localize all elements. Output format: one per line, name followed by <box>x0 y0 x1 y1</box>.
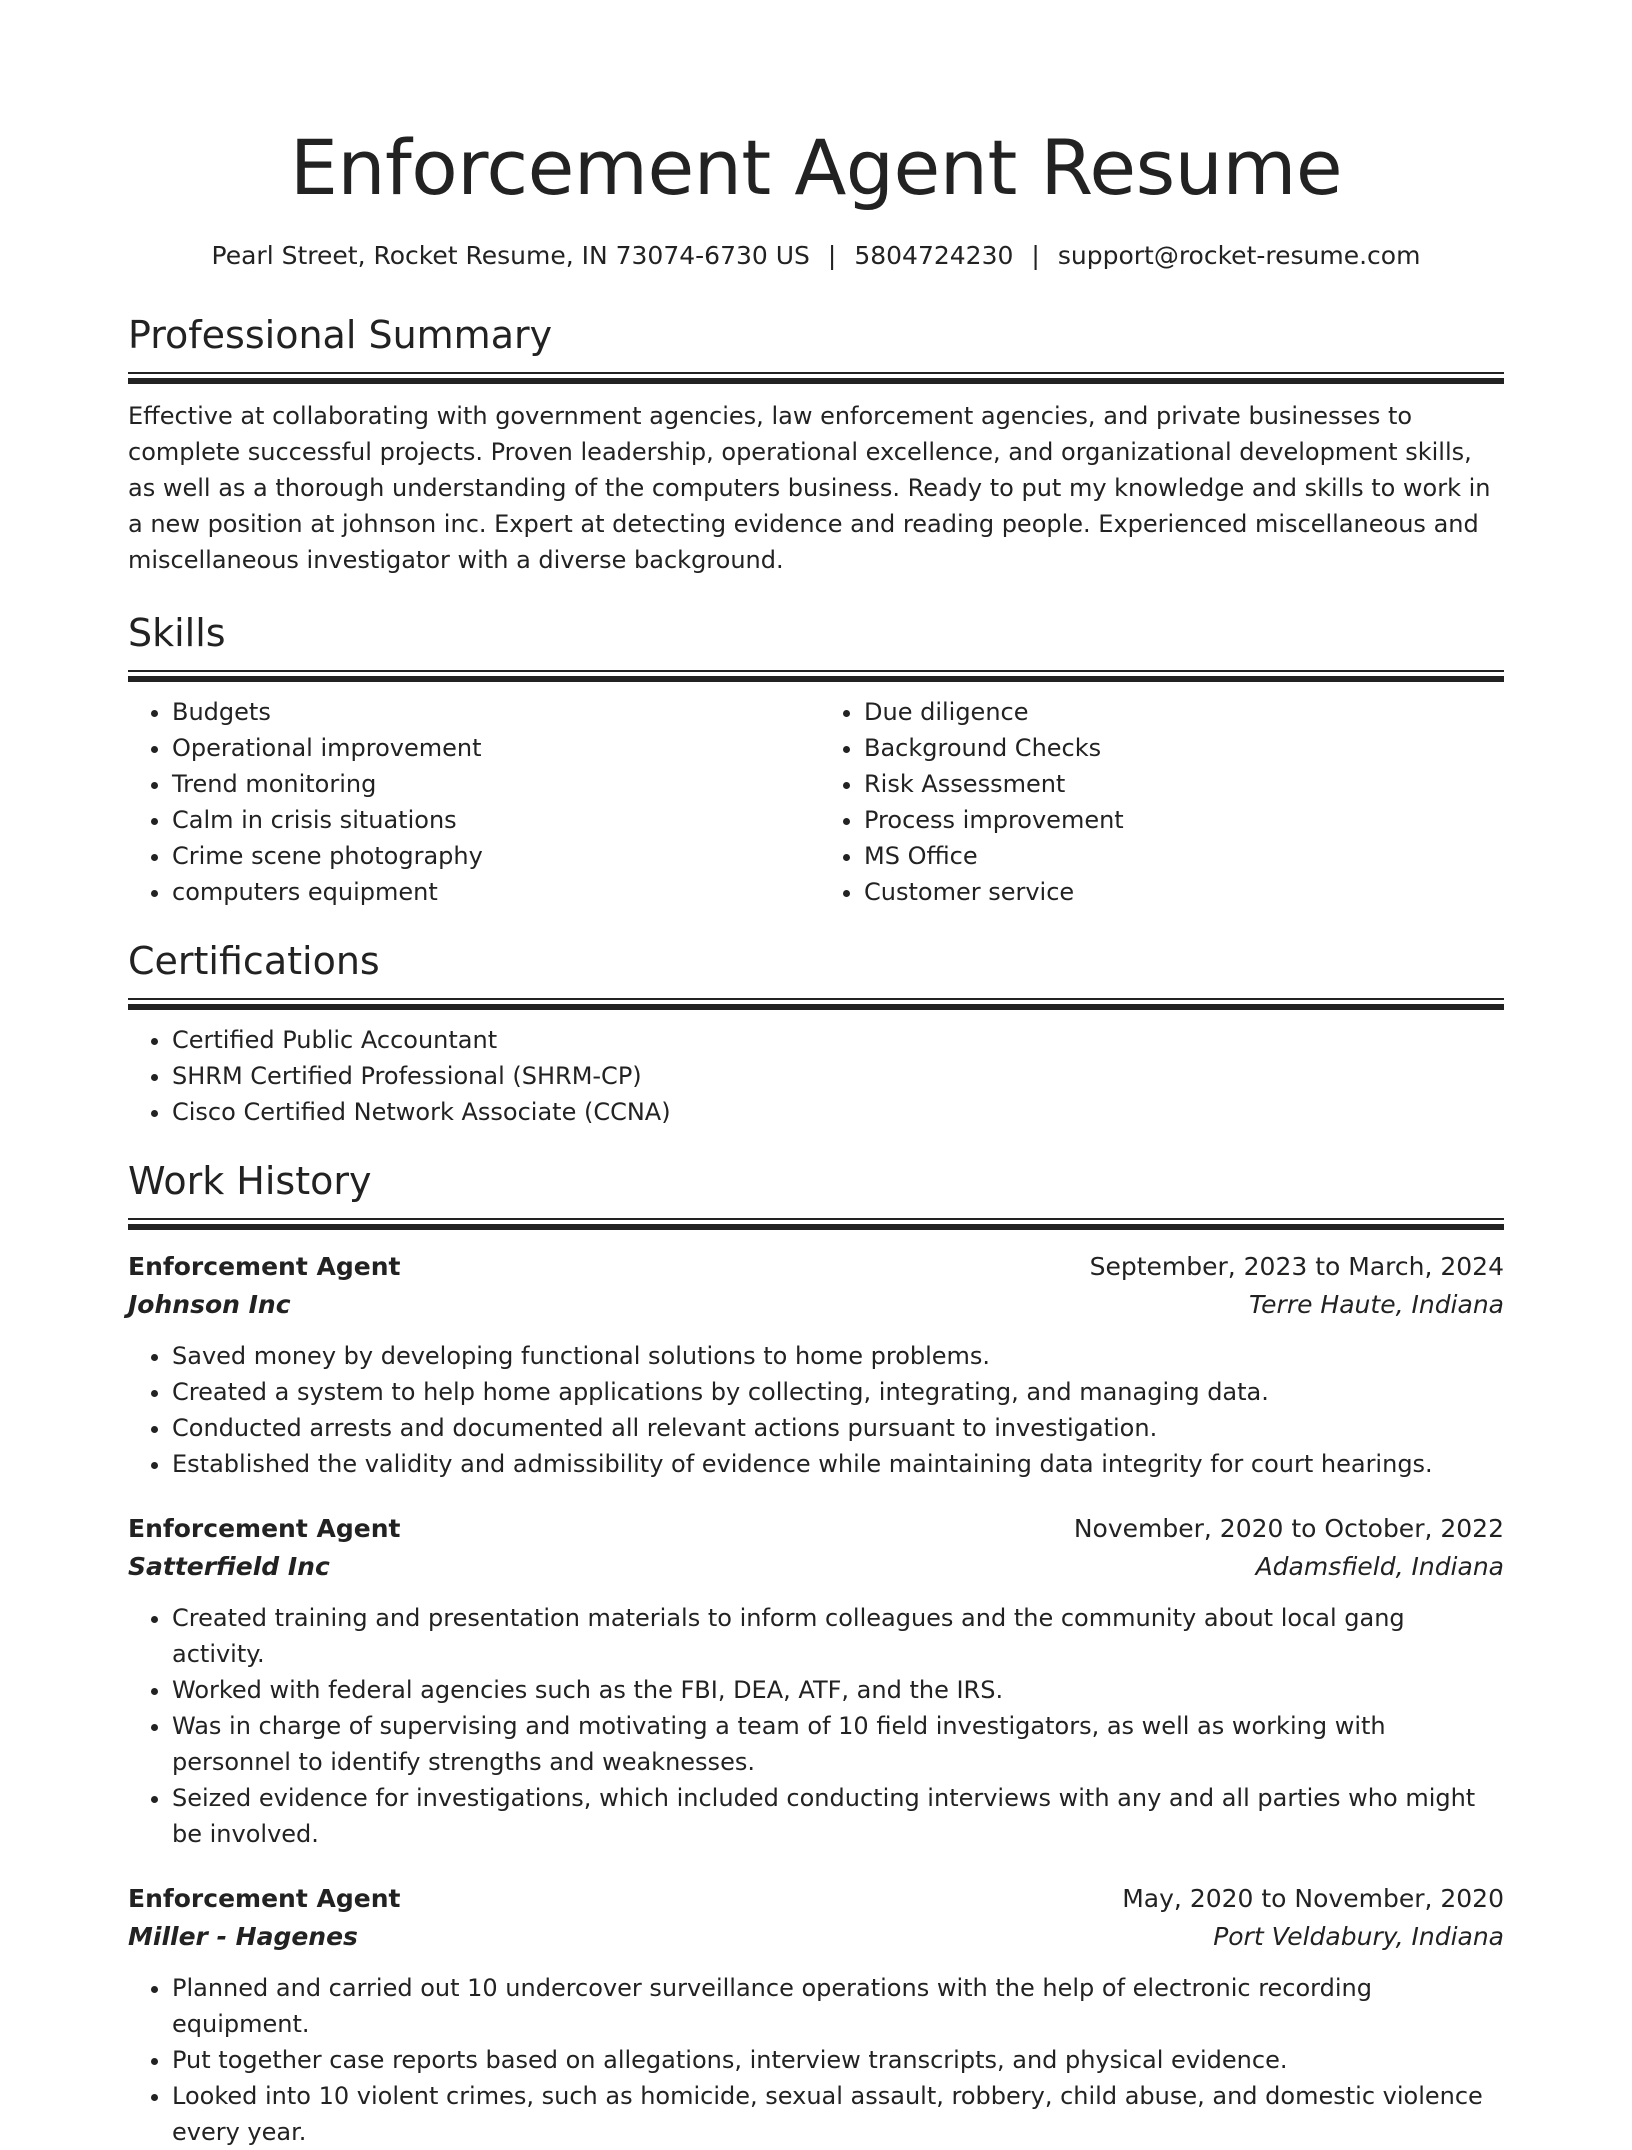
section-heading: Certifications <box>128 939 380 983</box>
skill-item: • computers equipment <box>172 874 816 910</box>
skill-item: • Process improvement <box>864 802 1504 838</box>
contact-line <box>128 238 1504 274</box>
job-duties-list <box>128 1600 1504 1852</box>
work-history-section <box>128 1156 1504 2150</box>
job-duty-item: • Created training and presentation materials to inform colleagues and the community about local gang activity. <box>172 1600 1504 1672</box>
section-divider <box>128 372 1504 384</box>
skill-item: • Customer service <box>864 874 1504 910</box>
job-duty-item: • Seized evidence for investigations, which included conducting interviews with any and all parties who might be involved. <box>172 1780 1504 1852</box>
job-duty-item: • Put together case reports based on allegations, interview transcripts, and physical evidence. <box>172 2042 1504 2078</box>
job-location: Port Veldabury, Indiana <box>1213 1922 1504 1951</box>
professional-summary-section <box>128 310 1504 578</box>
certification-item: • Cisco Certified Network Associate (CCNA) <box>172 1094 1504 1130</box>
job-subheader-row <box>128 1548 1504 1586</box>
resume-title: Enforcement Agent Resume <box>289 123 1343 212</box>
job-duties-list <box>128 1970 1504 2150</box>
certification-item: • SHRM Certified Professional (SHRM-CP) <box>172 1058 1504 1094</box>
section-divider <box>128 998 1504 1010</box>
job-subheader-row <box>128 1918 1504 1956</box>
job-duties-list <box>128 1338 1504 1482</box>
skill-item: • Risk Assessment <box>864 766 1504 802</box>
section-heading: Work History <box>128 1159 372 1203</box>
job-duty-item: • Worked with federal agencies such as the FBI, DEA, ATF, and the IRS. <box>172 1672 1504 1708</box>
job-subheader-row <box>128 1286 1504 1324</box>
job-duty-item: • Planned and carried out 10 undercover surveillance operations with the help of electronic recording equipment. <box>172 1970 1504 2042</box>
contact-separator: | <box>1031 241 1040 270</box>
skill-item: • Trend monitoring <box>172 766 816 802</box>
certification-item: • Certified Public Accountant <box>172 1022 1504 1058</box>
job-company: Miller - Hagenes <box>128 1922 358 1951</box>
job-duty-item: • Created a system to help home applications by collecting, integrating, and managing data. <box>172 1374 1504 1410</box>
skill-item: • Due diligence <box>864 694 1504 730</box>
section-divider <box>128 670 1504 682</box>
contact-address: Pearl Street, Rocket Resume, IN 73074-6730 US <box>211 241 810 270</box>
job-duty-item: • Saved money by developing functional solutions to home problems. <box>172 1338 1504 1374</box>
job-header-row <box>128 1880 1504 1918</box>
job-location: Terre Haute, Indiana <box>1248 1290 1504 1319</box>
skill-item: • Crime scene photography <box>172 838 816 874</box>
skills-grid <box>128 682 1504 910</box>
contact-separator: | <box>827 241 837 270</box>
job-title: Enforcement Agent <box>128 1514 401 1543</box>
skill-item: • Budgets <box>172 694 816 730</box>
section-heading: Professional Summary <box>128 313 553 357</box>
skill-item: • Operational improvement <box>172 730 816 766</box>
skills-section <box>128 608 1504 910</box>
job-company: Satterfield Inc <box>128 1552 330 1581</box>
job-header-row <box>128 1510 1504 1548</box>
job-duty-item: • Conducted arrests and documented all relevant actions pursuant to investigation. <box>172 1410 1504 1446</box>
job-dates: September, 2023 to March, 2024 <box>1089 1252 1504 1281</box>
job-title: Enforcement Agent <box>128 1884 401 1913</box>
skill-item: • Background Checks <box>864 730 1504 766</box>
job-duty-item: • Looked into 10 violent crimes, such as homicide, sexual assault, robbery, child abuse, and domestic violence every year. <box>172 2078 1504 2150</box>
job-dates: November, 2020 to October, 2022 <box>1073 1514 1504 1543</box>
skills-list-right <box>816 694 1504 910</box>
job-entry <box>128 1880 1504 2150</box>
job-entry <box>128 1248 1504 1482</box>
job-title: Enforcement Agent <box>128 1252 401 1281</box>
contact-email: support@rocket-resume.com <box>1057 241 1421 270</box>
section-heading: Skills <box>128 611 226 655</box>
certifications-list <box>128 1022 1504 1130</box>
job-dates: May, 2020 to November, 2020 <box>1122 1884 1504 1913</box>
job-company: Johnson Inc <box>128 1290 291 1319</box>
job-entry <box>128 1510 1504 1852</box>
job-duty-item: • Was in charge of supervising and motivating a team of 10 field investigators, as well as working with personnel to identify strengths and weaknesses. <box>172 1708 1504 1780</box>
job-duty-item: • Established the validity and admissibility of evidence while maintaining data integrity for court hearings. <box>172 1446 1504 1482</box>
contact-phone: 5804724230 <box>854 241 1014 270</box>
certifications-section <box>128 936 1504 1130</box>
skills-list-left <box>128 694 816 910</box>
section-divider <box>128 1218 1504 1230</box>
job-header-row <box>128 1248 1504 1286</box>
skill-item: • Calm in crisis situations <box>172 802 816 838</box>
summary-text: Effective at collaborating with government agencies, law enforcement agencies, and private businesses to complete successful projects. Proven leadership, operational excellence, and organizational development skills, as well as a thorough understanding of the computers business. Ready to put my knowledge and skills to work in a new position at johnson inc. Expert at detecting evidence and reading people. Experienced miscellaneous and miscellaneous investigator with a diverse background. <box>128 402 1491 574</box>
skill-item: • MS Office <box>864 838 1504 874</box>
job-location: Adamsfield, Indiana <box>1255 1552 1504 1581</box>
